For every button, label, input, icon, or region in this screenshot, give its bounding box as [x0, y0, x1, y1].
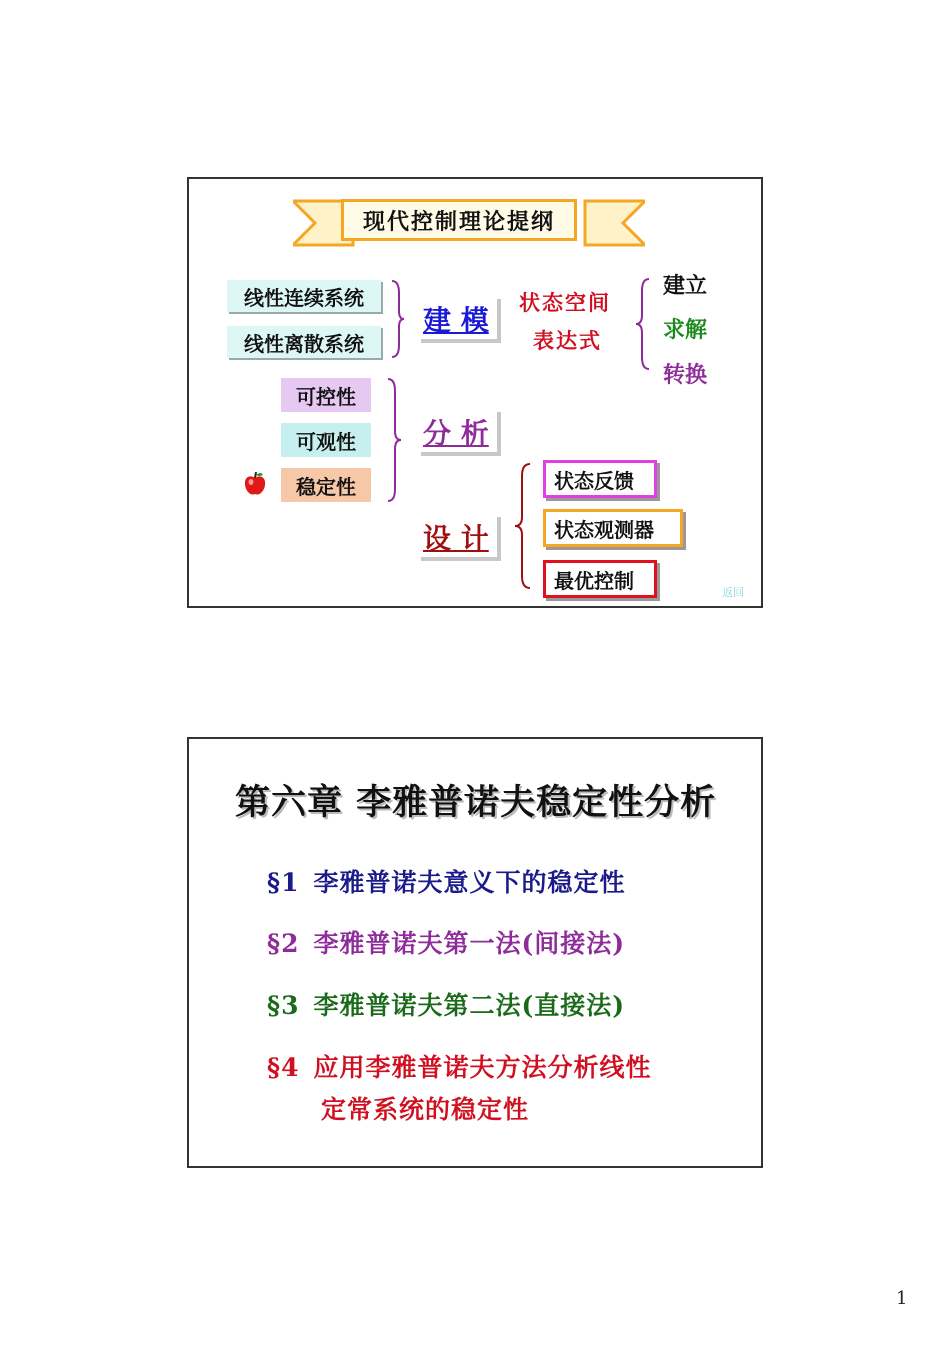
op-transform: 转换	[663, 362, 708, 388]
state-space-line2: 表达式	[533, 328, 602, 353]
design-link[interactable]: 设 计	[421, 517, 501, 561]
apple-icon[interactable]	[243, 471, 267, 497]
design-state-observer[interactable]: 状态观测器	[543, 509, 683, 547]
section-3-number: §3	[267, 991, 300, 1020]
op-establish: 建立	[663, 273, 708, 299]
section-4-continued: 定常系统的稳定性	[321, 1095, 530, 1124]
page-number: 1	[896, 1288, 908, 1309]
property-controllability: 可控性	[281, 378, 371, 412]
back-link[interactable]: 返回	[722, 586, 744, 599]
systems-brace	[389, 279, 405, 359]
outline-title: 现代控制理论提纲	[341, 199, 577, 241]
design-optimal-control[interactable]: 最优控制	[543, 560, 657, 598]
section-3-text: 李雅普诺夫第二法(直接法)	[313, 991, 626, 1020]
section-1[interactable]	[267, 863, 625, 899]
section-2[interactable]	[267, 924, 625, 960]
design-state-feedback[interactable]: 状态反馈	[543, 460, 657, 498]
section-2-text: 李雅普诺夫第一法(间接法)	[313, 929, 626, 958]
chapter-title: 第六章 李雅普诺夫稳定性分析	[235, 782, 717, 823]
section-4-text: 应用李雅普诺夫方法分析线性	[313, 1053, 652, 1082]
property-observability: 可观性	[281, 423, 371, 457]
slide-outline	[187, 177, 763, 608]
section-4-number: §4	[267, 1053, 300, 1082]
analysis-link[interactable]: 分 析	[421, 412, 501, 456]
system-discrete: 线性离散系统	[227, 326, 381, 358]
section-3[interactable]	[267, 986, 625, 1022]
state-ops-brace	[634, 277, 652, 371]
section-2-number: §2	[267, 929, 300, 958]
section-1-number: §1	[267, 868, 300, 897]
state-space-line1: 状态空间	[519, 290, 611, 315]
modeling-link[interactable]: 建 模	[421, 299, 501, 343]
section-4[interactable]	[267, 1048, 651, 1084]
design-brace	[513, 462, 533, 590]
section-1-text: 李雅普诺夫意义下的稳定性	[313, 868, 626, 897]
system-continuous: 线性连续系统	[227, 280, 381, 312]
properties-brace	[385, 377, 403, 503]
property-stability[interactable]: 稳定性	[281, 468, 371, 502]
op-solve: 求解	[663, 317, 708, 343]
slide-chapter	[187, 737, 763, 1168]
